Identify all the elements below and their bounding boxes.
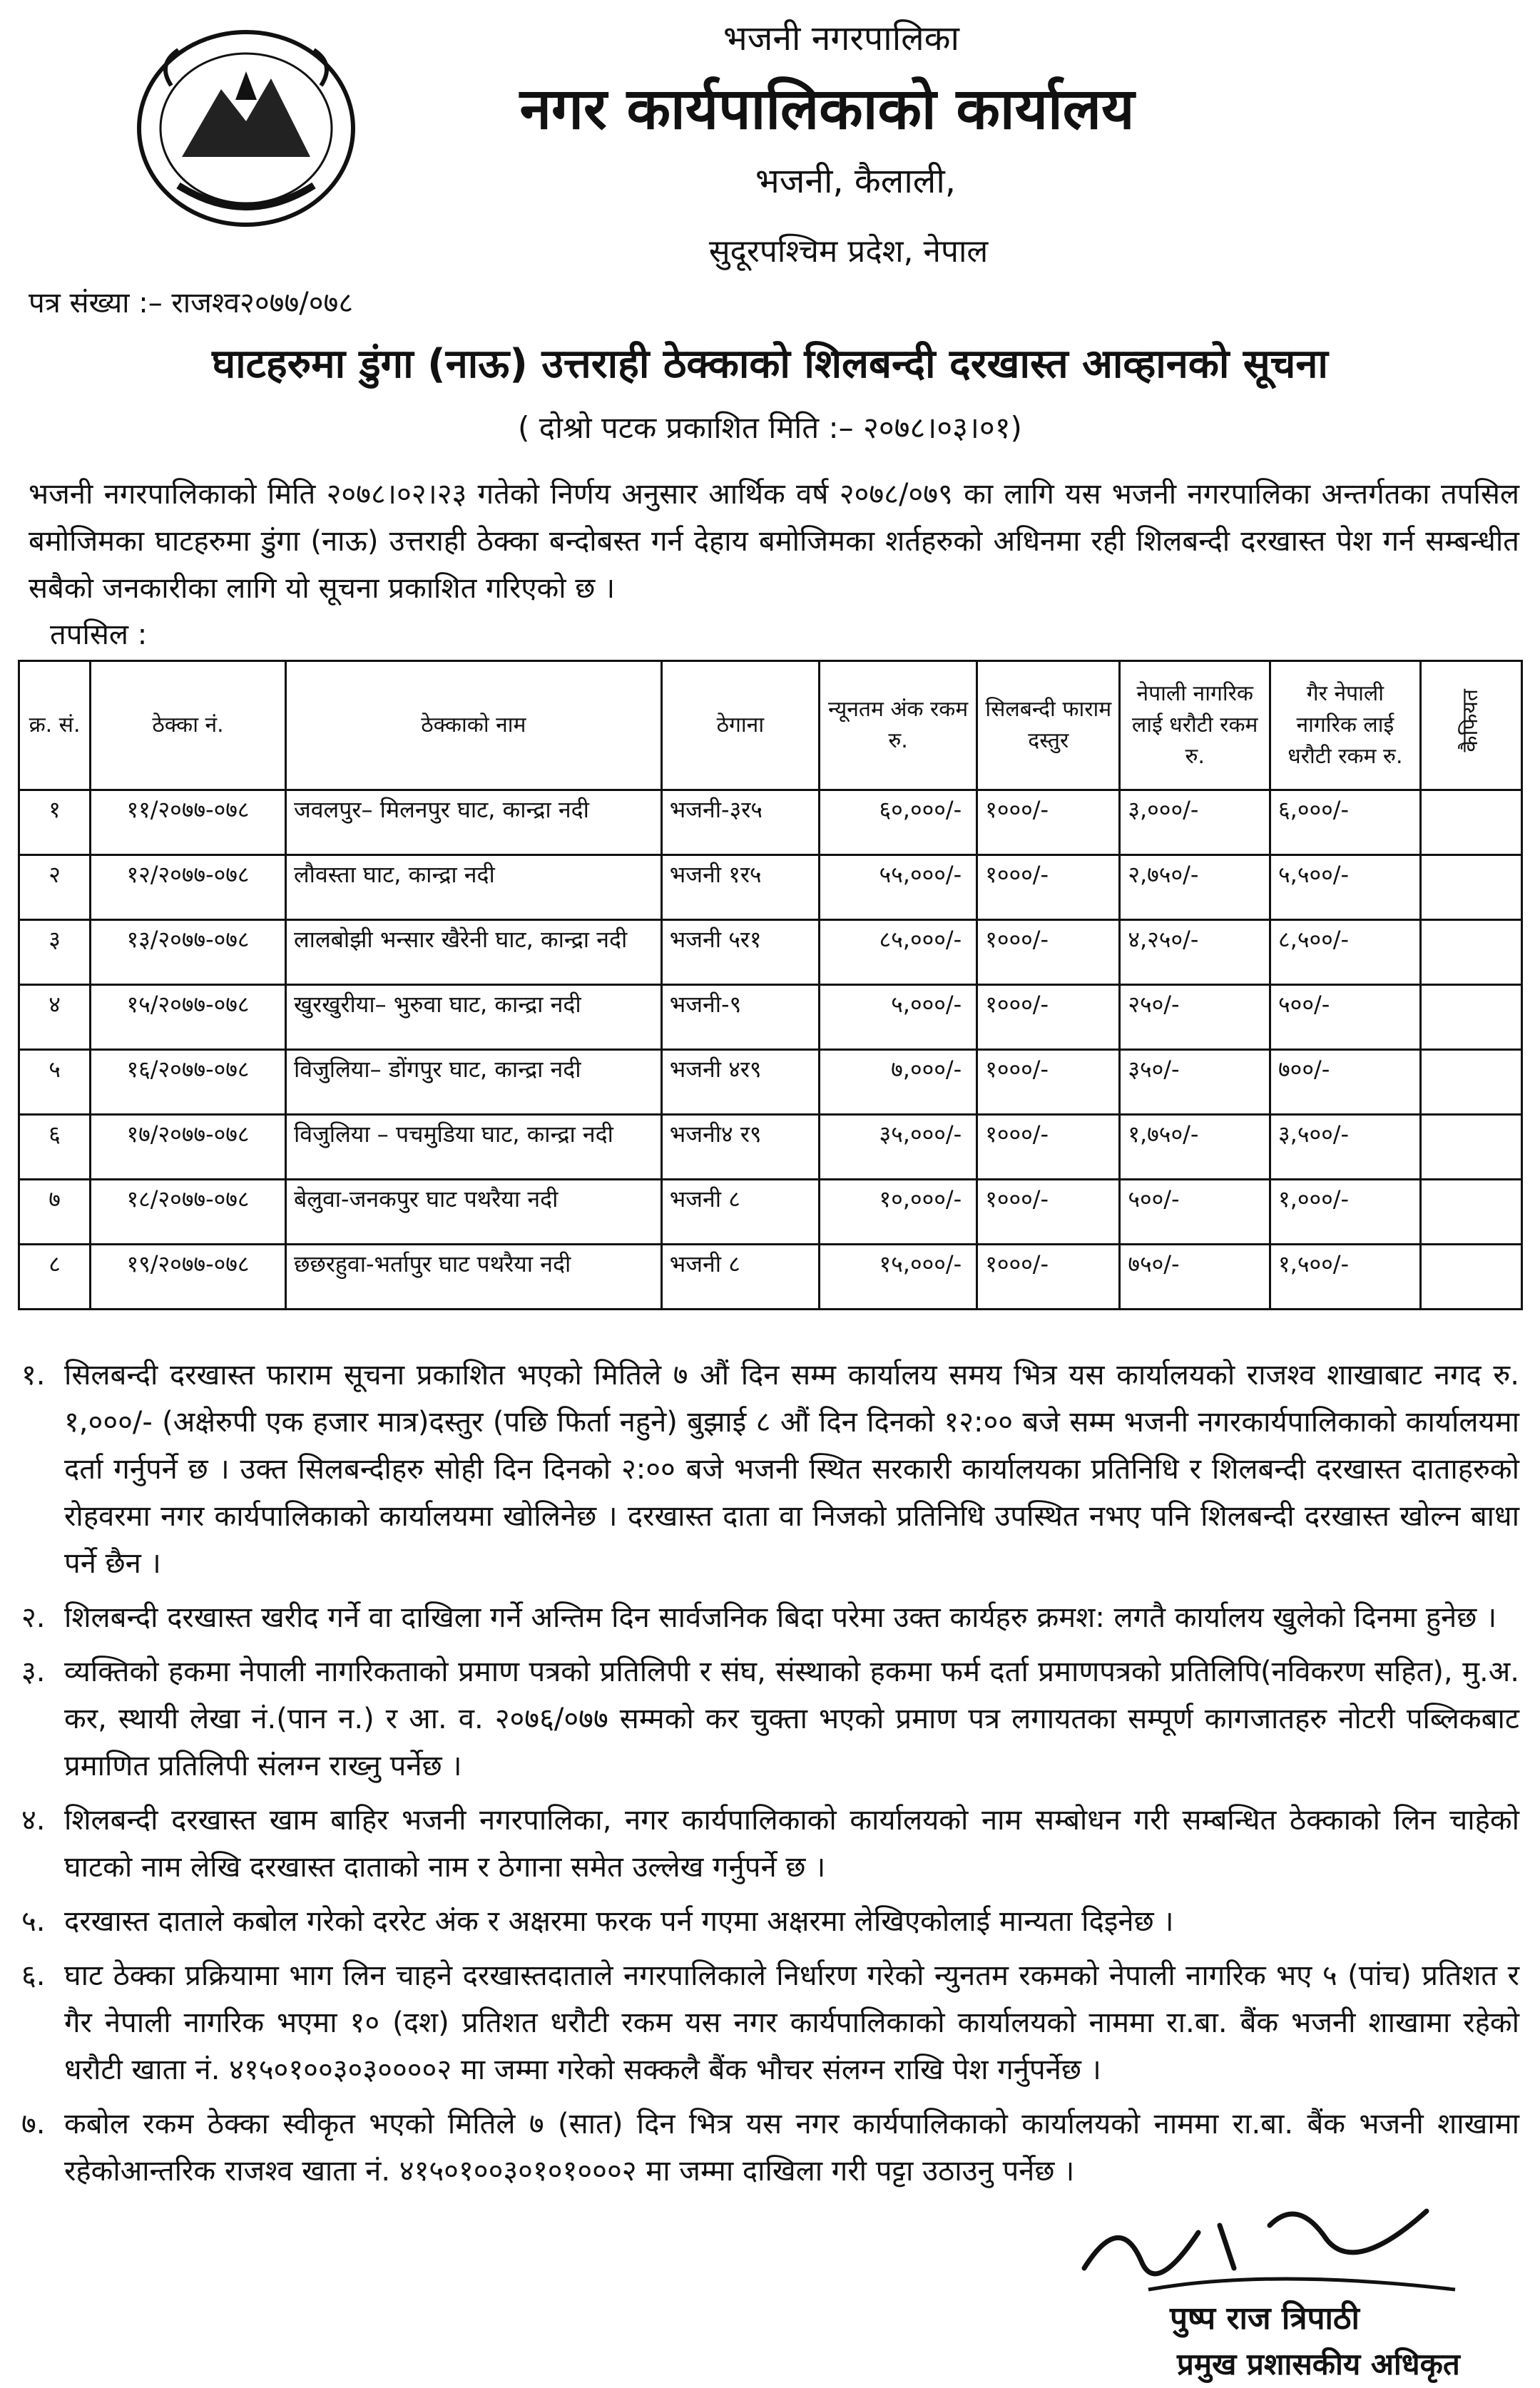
cell-min-amount: १५,०००/- (819, 1245, 976, 1310)
cell-deposit-nepali: ३,०००/- (1120, 790, 1270, 855)
cell-form-fee: १०००/- (977, 1050, 1120, 1115)
table-row (19, 1180, 1522, 1245)
cell-min-amount: ५,०००/- (819, 985, 976, 1050)
condition-number: ६. (21, 1959, 46, 1992)
cell-sn: १ (19, 790, 91, 855)
cell-sn: ५ (19, 1050, 91, 1115)
cell-deposit-nepali: ३५०/- (1120, 1050, 1270, 1115)
cell-contract-no: १७/२०७७-०७८ (91, 1115, 286, 1180)
cell-sn: ४ (19, 985, 91, 1050)
cell-deposit-nepali: ४,२५०/- (1120, 920, 1270, 985)
cell-deposit-foreign: ७००/- (1270, 1050, 1421, 1115)
table-row (19, 920, 1522, 985)
tapasil-label: तपसिल : (50, 618, 148, 651)
cell-deposit-nepali: २५०/- (1120, 985, 1270, 1050)
condition-text: कबोल रकम ठेक्का स्वीकृत भएको मितिले ७ (सात) दिन भित्र यस नगर कार्यपालिकाको कार्यालयको नाममा रा.बा. बैंक भजनी शाखामा रहेकोआन्तरिक राजश्व खाता नं. ४१५०१००३०१०१०००२ मा जम्मा दाखिला गरी पट्टा उठाउनु पर्नेछ । (64, 2108, 1519, 2188)
cell-deposit-foreign: ५००/- (1270, 985, 1421, 1050)
cell-name: छछरहुवा-भर्तापुर घाट पथरैया नदी (285, 1245, 661, 1310)
condition-item (21, 1952, 1519, 2093)
condition-number: २. (21, 1601, 46, 1634)
header-remarks (1420, 661, 1521, 790)
condition-item (21, 1797, 1519, 1891)
header-address: ठेगाना (661, 661, 819, 790)
cell-deposit-nepali: ७५०/- (1120, 1245, 1270, 1310)
header-sn: क्र. सं. (19, 661, 91, 790)
cell-min-amount: ५५,०००/- (819, 855, 976, 920)
header-min-amount: न्यूनतम अंक रकम रु. (819, 661, 976, 790)
table-body (19, 790, 1522, 1310)
conditions-list (21, 1352, 1519, 2202)
cell-deposit-nepali: २,७५०/- (1120, 855, 1270, 920)
table-row (19, 855, 1522, 920)
header-deposit-foreign: गैर नेपाली नागरिक लाई धरौटी रकम रु. (1270, 661, 1421, 790)
cell-deposit-foreign: ६,०००/- (1270, 790, 1421, 855)
condition-text: घाट ठेक्का प्रक्रियामा भाग लिन चाहने दरखास्तदाताले नगरपालिकाले निर्धारण गरेको न्युनतम रकमको नेपाली नागरिक भए ५ (पांच) प्रतिशत र गैर नेपाली नागरिक भएमा १० (दश) प्रतिशत धरौटी रकम यस नगर कार्यपालिकाको कार्यालयको नाममा रा.बा. बैंक भजनी शाखामा रहेको धरौटी खाता नं. ४१५०१००३०३००००२ मा जम्मा गरेको सक्कलै बैंक भौचर संलग्न राखि पेश गर्नुपर्नेछ । (64, 1959, 1519, 2086)
cell-remarks (1420, 790, 1521, 855)
municipality-name: भजनी नगरपालिका (723, 19, 959, 58)
header-contract-no: ठेक्का नं. (91, 661, 286, 790)
cell-address: भजनी ५र१ (661, 920, 819, 985)
cell-remarks (1420, 1245, 1521, 1310)
condition-number: १. (21, 1359, 46, 1392)
condition-number: ४. (21, 1804, 46, 1837)
cell-address: भजनी-३र५ (661, 790, 819, 855)
cell-address: भजनी-९ (661, 985, 819, 1050)
condition-item (21, 1648, 1519, 1790)
cell-form-fee: १०००/- (977, 790, 1120, 855)
condition-text: दरखास्त दाताले कबोल गरेको दररेट अंक र अक्षरमा फरक पर्न गएमा अक्षरमा लेखिएकोलाई मान्यता दिइनेछ । (64, 1905, 1174, 1938)
table-row (19, 1050, 1522, 1115)
cell-name: जवलपुर– मिलनपुर घाट, कान्द्रा नदी (285, 790, 661, 855)
cell-remarks (1420, 1050, 1521, 1115)
cell-sn: २ (19, 855, 91, 920)
header-deposit-nepali: नेपाली नागरिक लाई धरौटी रकम रु. (1120, 661, 1270, 790)
table-row (19, 1245, 1522, 1310)
cell-remarks (1420, 855, 1521, 920)
condition-number: ७. (21, 2108, 46, 2140)
table-header-row (19, 661, 1522, 790)
header-remarks-label: कैफियत (1458, 689, 1484, 752)
office-name: नगर कार्यपालिकाको कार्यालय (519, 76, 1135, 142)
table-row (19, 985, 1522, 1050)
signatory-name: पुष्प राज त्रिपाठी (1170, 2300, 1360, 2337)
cell-sn: ८ (19, 1245, 91, 1310)
cell-form-fee: १०००/- (977, 1115, 1120, 1180)
address-line-2: सुदूरपश्चिम प्रदेश, नेपाल (708, 233, 989, 270)
cell-deposit-foreign: ५,५००/- (1270, 855, 1421, 920)
cell-name: लौवस्ता घाट, कान्द्रा नदी (285, 855, 661, 920)
cell-min-amount: ७,०००/- (819, 1050, 976, 1115)
notice-subtitle: ( दोश्रो पटक प्रकाशित मिति :– २०७८।०३।०१) (518, 410, 1022, 445)
condition-text: शिलबन्दी दरखास्त खाम बाहिर भजनी नगरपालिका, नगर कार्यपालिकाको कार्यालयको नाम सम्बोधन गरी सम्बन्धित ठेक्काको लिन चाहेको घाटको नाम लेखि दरखास्त दाताको नाम र ठेगाना समेत उल्लेख गर्नुपर्ने छ । (64, 1804, 1519, 1884)
table-row (19, 790, 1522, 855)
cell-deposit-nepali: ५००/- (1120, 1180, 1270, 1245)
cell-sn: ७ (19, 1180, 91, 1245)
header-contract-name: ठेक्काको नाम (285, 661, 661, 790)
table-row (19, 1115, 1522, 1180)
cell-name: विजुलिया– डोंगपुर घाट, कान्द्रा नदी (285, 1050, 661, 1115)
cell-form-fee: १०००/- (977, 1180, 1120, 1245)
cell-min-amount: १०,०००/- (819, 1180, 976, 1245)
condition-text: शिलबन्दी दरखास्त खरीद गर्ने वा दाखिला गर्ने अन्तिम दिन सार्वजनिक बिदा परेमा उक्त कार्यहरु क्रमश: लगतै कार्यालय खुलेको दिनमा हुनेछ । (64, 1601, 1497, 1634)
condition-item (21, 1352, 1519, 1587)
condition-text: व्यक्तिको हकमा नेपाली नागरिकताको प्रमाण पत्रको प्रतिलिपी र संघ, संस्थाको हकमा फर्म दर्ता प्रमाणपत्रको प्रतिलिपि(नविकरण सहित), मु.अ. कर, स्थायी लेखा नं.(पान न.) र आ. व. २०७६/०७७ सम्मको कर चुक्ता भएको प्रमाण पत्र लगायतका सम्पूर्ण कागजातहरु नोटरी पब्लिकबाट प्रमाणित प्रतिलिपी संलग्न राख्नु पर्नेछ । (64, 1655, 1519, 1782)
cell-address: भजनी ८ (661, 1180, 819, 1245)
cell-deposit-foreign: ८,५००/- (1270, 920, 1421, 985)
condition-text: सिलबन्दी दरखास्त फाराम सूचना प्रकाशित भएको मितिले ७ औं दिन सम्म कार्यालय समय भित्र यस कार्यालयको राजश्व शाखाबाट नगद रु. १,०००/- (अक्षेरुपी एक हजार मात्र)दस्तुर (पछि फिर्ता नहुने) बुझाई ८ औं दिन दिनको १२:०० बजे सम्म भजनी नगरकार्यपालिकाको कार्यालयमा दर्ता गर्नुपर्ने छ । उक्त सिलबन्दीहरु सोही दिन दिनको २:०० बजे भजनी स्थित सरकारी कार्यालयका प्रतिनिधि र शिलबन्दी दरखास्त दाताहरुको रोहवरमा नगर कार्यपालिकाको कार्यालयमा खोलिनेछ । दरखास्त दाता वा निजको प्रतिनिधि उपस्थित नभए पनि शिलबन्दी दरखास्त खोल्न बाधा पर्ने छैन । (64, 1359, 1519, 1580)
cell-remarks (1420, 1180, 1521, 1245)
contract-table (18, 660, 1523, 1310)
header-form-fee: सिलबन्दी फाराम दस्तुर (977, 661, 1120, 790)
reference-number: पत्र संख्या :– राजश्व२०७७/०७८ (29, 287, 354, 320)
cell-deposit-foreign: ३,५००/- (1270, 1115, 1421, 1180)
cell-form-fee: १०००/- (977, 1245, 1120, 1310)
cell-form-fee: १०००/- (977, 920, 1120, 985)
cell-contract-no: १२/२०७७-०७८ (91, 855, 286, 920)
signature-stamp (1056, 2183, 1484, 2368)
cell-address: भजनी ८ (661, 1245, 819, 1310)
cell-address: भजनी ४र९ (661, 1050, 819, 1115)
cell-remarks (1420, 1115, 1521, 1180)
cell-contract-no: १५/२०७७-०७८ (91, 985, 286, 1050)
notice-title: घाटहरुमा डुंगा (नाऊ) उत्तराही ठेक्काको शिलबन्दी दरखास्त आव्हानको सूचना (212, 341, 1328, 387)
condition-item (21, 1898, 1519, 1945)
cell-deposit-nepali: १,७५०/- (1120, 1115, 1270, 1180)
cell-deposit-foreign: १,०००/- (1270, 1180, 1421, 1245)
cell-min-amount: ३५,०००/- (819, 1115, 976, 1180)
cell-remarks (1420, 920, 1521, 985)
cell-min-amount: ८५,०००/- (819, 920, 976, 985)
cell-name: खुरखुरीया– भुरुवा घाट, कान्द्रा नदी (285, 985, 661, 1050)
cell-address: भजनी४ र९ (661, 1115, 819, 1180)
cell-contract-no: १९/२०७७-०७८ (91, 1245, 286, 1310)
condition-number: ३. (21, 1655, 46, 1688)
cell-sn: ३ (19, 920, 91, 985)
signatory-title: प्रमुख प्रशासकीय अधिकृत (1177, 2347, 1460, 2382)
cell-address: भजनी १र५ (661, 855, 819, 920)
cell-min-amount: ६०,०००/- (819, 790, 976, 855)
cell-remarks (1420, 985, 1521, 1050)
cell-sn: ६ (19, 1115, 91, 1180)
cell-contract-no: १८/२०७७-०७८ (91, 1180, 286, 1245)
condition-item (21, 1594, 1519, 1641)
cell-contract-no: ११/२०७७-०७८ (91, 790, 286, 855)
cell-name: विजुलिया – पचमुडिया घाट, कान्द्रा नदी (285, 1115, 661, 1180)
address-line-1: भजनी, कैलाली, (755, 161, 957, 201)
intro-paragraph: भजनी नगरपालिकाको मिति २०७८।०२।२३ गतेको निर्णय अनुसार आर्थिक वर्ष २०७८/०७९ का लागि यस भजनी नगरपालिका अन्तर्गतका तपसिल बमोजिमका घाटहरुमा डुंगा (नाऊ) उत्तराही ठेक्का बन्दोबस्त गर्न देहाय बमोजिमका शर्तहरुको अधिनमा रही शिलबन्दी दरखास्त पेश गर्न सम्बन्धीत सबैको जनकारीका लागि यो सूचना प्रकाशित गरिएको छ । (29, 478, 1519, 605)
cell-deposit-foreign: १,५००/- (1270, 1245, 1421, 1310)
condition-number: ५. (21, 1905, 46, 1938)
cell-form-fee: १०००/- (977, 985, 1120, 1050)
cell-contract-no: १३/२०७७-०७८ (91, 920, 286, 985)
condition-item (21, 2101, 1519, 2195)
cell-name: लालबोझी भन्सार खैरेनी घाट, कान्द्रा नदी (285, 920, 661, 985)
cell-contract-no: १६/२०७७-०७८ (91, 1050, 286, 1115)
cell-name: बेलुवा-जनकपुर घाट पथरैया नदी (285, 1180, 661, 1245)
cell-form-fee: १०००/- (977, 855, 1120, 920)
